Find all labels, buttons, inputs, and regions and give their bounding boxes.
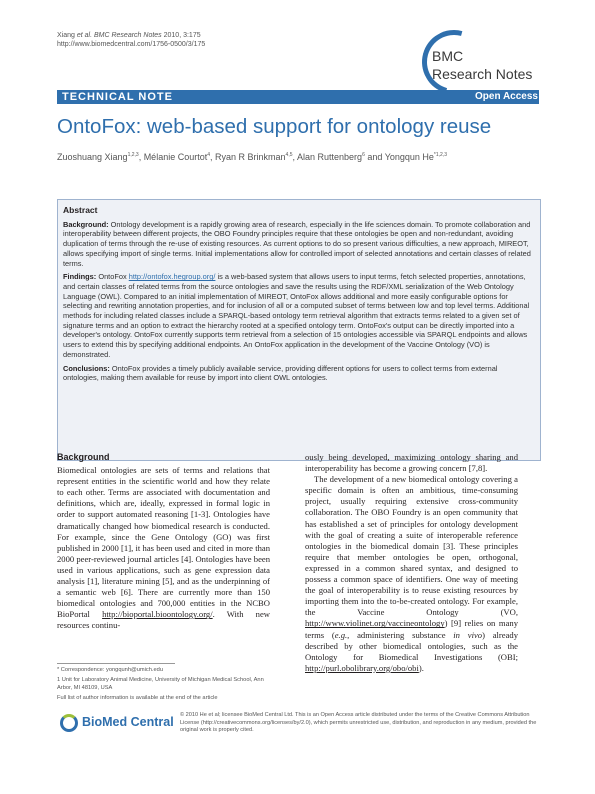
citation-etal: et al [76, 32, 91, 39]
abstract-findings [63, 272, 535, 359]
body-p2-e: ). [418, 662, 424, 673]
body-column-left [57, 452, 270, 632]
citation-journal: . BMC Research Notes [90, 32, 164, 39]
body-p2-d: ) already described by other biomedical ontologies, such as the Ontology for Biomedical Investigations (OBI; [305, 629, 518, 662]
author-list: Zuoshuang Xiang$^{1,2,3}$, Mélanie Courtot$^4$, Ryan R Brinkman$^{4,5}$, Alan Ruttenberg$^6$ and Yongqun He$^{*1,2,3}$ [57, 152, 447, 162]
abstract-conclusions [63, 364, 535, 383]
body-paragraph-2 [305, 474, 518, 674]
biomed-central-logo [60, 714, 174, 734]
footnote-divider [57, 663, 175, 664]
body-column-right [305, 452, 518, 674]
abstract-background [63, 220, 535, 269]
logo-bmc-text: BMC [432, 48, 464, 64]
background-section-heading: Background [57, 452, 110, 462]
background-label: Background: [63, 219, 109, 229]
findings-text: is a web-based system that allows users to input terms, fetch selected properties, annotations, and certain classes of related terms from the source ontologies and save the results using the RDF/XML serialization of the Web Ontology Language (OWL). Compared to an initial implementation of MIREOT, OntoFox allows additional and more easily configurable options for selecting and rewriting annotation properties, and for inclusion of all or a computed subset of terms between low and top level terms. Additional methods for including related classes include a SPARQL-based ontology term retrieval algorithm that extracts terms related to a given set of signature terms and an option to extract the hierarchy rooted at a specified ontology term. OntoFox's output can be directly imported into a developer's ontology. OntoFox currently supports term retrieval from a selection of 15 ontologies accessible via SPARQL endpoints and allows users to extend this by specifying additional endpoints. An OntoFox application in the development of the Vaccine Ontology (VO) is demonstrated. [63, 272, 530, 359]
abstract [63, 206, 535, 387]
body-p2-c: , administering substance [347, 629, 454, 640]
logo-journal-title: Research Notes [432, 66, 533, 82]
body-paragraph-1-cont: ously being developed, maximizing ontology sharing and interoperability has become a growing concern [7,8]. [305, 452, 518, 474]
body-p1-end: . With new resources continu- [57, 609, 271, 631]
article-type-label: TECHNICAL NOTE [62, 91, 173, 103]
article-title: OntoFox: web-based support for ontology reuse [57, 115, 492, 138]
biomed-swirl-icon [60, 714, 78, 732]
conclusions-text: OntoFox provides a timely publicly available service, providing different options for users to collect terms from external ontologies, making them available for reuse by import into client OWL ontologies. [63, 363, 498, 383]
obi-link[interactable]: http://purl.obolibrary.org/obo/obi [305, 662, 419, 673]
open-access-label: Open Access [475, 91, 538, 102]
background-text: Ontology development is a rapidly growing area of research, especially in the life sciences domain. To promote collaboration and interoperability between different projects, the OBO Foundry principles require that these ontologies be open and non-redundant, avoiding duplication of terms through the re-use of existing resources. As current options to do so present various difficulties, a new approach, MIREOT, allows specifying import of single terms. Initial implementations allow for controlled import of selected annotations and certain classes of related terms. [63, 219, 531, 268]
conclusions-label: Conclusions: [63, 363, 110, 373]
body-paragraph-1 [57, 465, 270, 631]
body-p2-b: ) [9] relies on many terms ( [305, 618, 518, 640]
affiliation-note: 1 Unit for Laboratory Animal Medicine, University of Michigan Medical School, Ann Arbor, MI 48109, USA [57, 677, 264, 691]
footnotes [57, 667, 272, 706]
correspondence-note: * Correspondence: yongqunh@umich.edu [57, 667, 164, 673]
bioportal-link[interactable]: http://bioportal.bioontology.org/ [102, 609, 213, 620]
abstract-heading: Abstract [63, 205, 98, 215]
citation-header [57, 31, 205, 49]
journal-logo [420, 26, 570, 96]
body-p2-invivo: in vivo [453, 629, 483, 640]
violinet-link[interactable]: http://www.violinet.org/vaccineontology [305, 618, 445, 629]
body-p2-a: The development of a new biomedical ontology covering a specific domain is often an ambitious, time-consuming project, usually requiring extensive cross-community collaboration. The OBO Foundry is an open community that has established a set of principles for ontology development with the goal of creating a suite of interoperable reference ontologies in the biomedical domain [3]. These principles require that member ontologies be open, orthogonal, expressed in a common shared syntax, and designed to possess a common space of identifiers. One way of meeting the goal of interoperability is to reuse existing resources by importing them into the to-be-created ontology. For example, the Vaccine Ontology (VO, [305, 474, 518, 618]
citation-authors: Xiang [57, 32, 77, 39]
copyright-notice: © 2010 He et al; licensee BioMed Central Ltd. This is an Open Access article distributed under the terms of the Creative Commons Attribution License (http://creativecommons.org/licenses/by/2.0), which permits unrestricted use, distribution, and reproduction in any medium, provided the original work is properly cited. [180, 712, 537, 734]
findings-pre: OntoFox [96, 272, 129, 282]
findings-label: Findings: [63, 272, 97, 282]
body-p1-text: Biomedical ontologies are sets of terms and relations that represent entities in the scientific world and how they relate to each other. Terms are associated with documentation and definitions, which are, ideally, expressed in formal logic in order to support automated reasoning [1-3]. Ontologies have dramatically changed how biomedical research is conducted. For example, since the Gene Ontology (GO) was first published in 2000 [1], it has been used and cited in more than 2000 peer-reviewed journal articles [4]. Ontologies have been used in various applications, such as gene expression data analysis [1], literature mining [5], and as the underpinning of a semantic web [6]. There are currently more than 150 biomedical ontologies and 700,000 entities in the NCBO BioPortal [57, 465, 270, 620]
body-p2-eg: e.g. [334, 629, 348, 640]
ontofox-link[interactable]: http://ontofox.hegroup.org/ [128, 272, 216, 282]
citation-volume: 2010, 3:175 [163, 32, 201, 39]
citation-url[interactable]: http://www.biomedcentral.com/1756-0500/3/175 [57, 41, 206, 48]
author-info-note: Full list of author information is available at the end of the article [57, 695, 218, 702]
biomed-central-text: BioMed Central [82, 715, 174, 729]
